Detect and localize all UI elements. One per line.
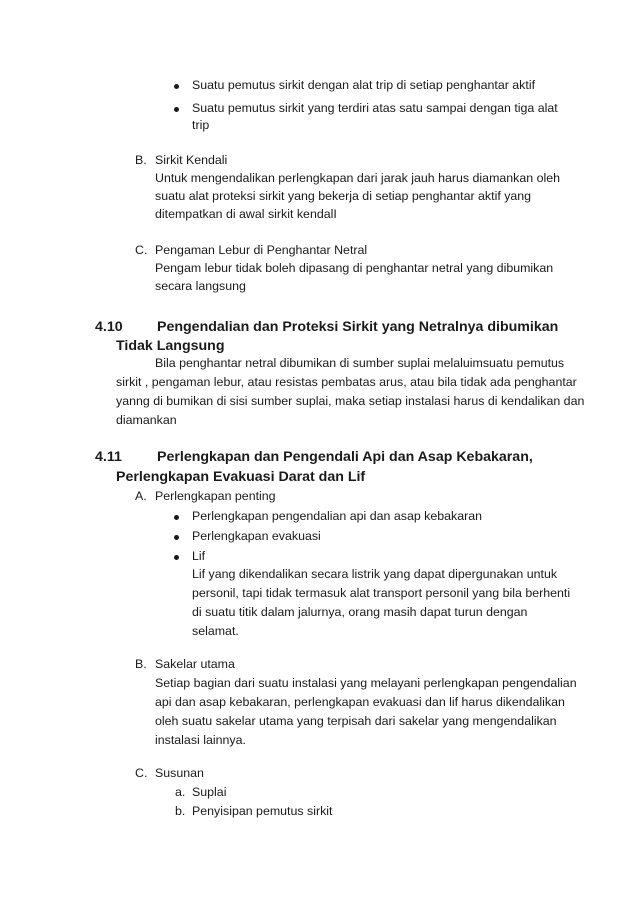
sublist-text: Penyisipan pemutus sirkit — [192, 804, 333, 818]
paragraph-line: sirkit , pengaman lebur, atau resistas pembatas arus, atau bila tidak ada penghantar — [116, 375, 577, 389]
paragraph-line: Setiap bagian dari suatu instalasi yang melayani perlengkapan pengendalian — [155, 676, 577, 690]
list-letter: B. — [135, 153, 147, 167]
section-title: Pengaman Lebur di Penghantar Netral — [155, 243, 368, 257]
paragraph-line: Lif yang dikendalikan secara listrik yang dapat dipergunakan untuk — [192, 567, 558, 581]
paragraph-line: ditempatkan di awal sirkit kendalI — [155, 207, 337, 221]
paragraph-line: di suatu titik dalam jalurnya, orang masih dapat turun dengan — [192, 605, 528, 619]
paragraph-line: secara langsung — [155, 279, 246, 293]
paragraph-line: suatu alat proteksi sirkit yang bekerja di setiap penghantar aktif yang — [155, 189, 532, 203]
paragraph-line: Pengam lebur tidak boleh dipasang di penghantar netral yang dibumikan — [155, 261, 554, 275]
list-letter: B. — [135, 657, 147, 671]
bullet-dot — [174, 535, 179, 540]
heading-title: Pengendalian dan Proteksi Sirkit yang Netralnya dibumikan — [157, 319, 559, 335]
list-letter: C. — [135, 766, 148, 780]
paragraph-line: diamankan — [116, 413, 177, 427]
paragraph-line: oleh suatu sakelar utama yang terpisah dari sakelar yang mengendalikan — [155, 714, 557, 728]
bullet-text: Suatu pemutus sirkit dengan alat trip di setiap penghantar aktif — [192, 78, 536, 92]
bullet-dot — [174, 107, 179, 112]
sublist-letter: a. — [175, 785, 186, 799]
section-title: Perlengkapan penting — [155, 489, 276, 503]
heading-number: 4.10 — [95, 319, 123, 335]
bullet-text: Perlengkapan evakuasi — [192, 529, 321, 543]
paragraph-line: Bila penghantar netral dibumikan di sumber suplai melaluimsuatu pemutus — [155, 356, 565, 370]
section-title: Susunan — [155, 766, 204, 780]
sublist-text: Suplai — [192, 785, 227, 799]
sublist-letter: b. — [175, 804, 186, 818]
heading-title: Perlengkapan dan Pengendali Api dan Asap Kebakaran, — [157, 449, 533, 465]
paragraph-line: selamat. — [192, 624, 239, 638]
paragraph-line: instalasi lainnya. — [155, 733, 246, 747]
bullet-dot — [174, 555, 179, 560]
bullet-text: Lif — [192, 549, 206, 563]
bullet-text-continuation: trip — [192, 118, 210, 132]
paragraph-line: yanng di bumikan di sisi sumber suplai, maka setiap instalasi harus di kendalikan dan — [116, 394, 585, 408]
paragraph-line: api dan asap kebakaran, perlengkapan evakuasi dan lif harus dikendalikan — [155, 695, 565, 709]
bullet-text: Suatu pemutus sirkit yang terdiri atas satu sampai dengan tiga alat — [192, 101, 558, 115]
bullet-dot — [174, 515, 179, 520]
paragraph-line: Untuk mengendalikan perlengkapan dari jarak jauh harus diamankan oleh — [155, 171, 561, 185]
heading-title-continued: Perlengkapan Evakuasi Darat dan Lif — [116, 469, 366, 485]
section-title: Sirkit Kendali — [155, 153, 228, 167]
paragraph-line: personil, tapi tidak termasuk alat transport personil yang bila berhenti — [192, 586, 571, 600]
list-letter: A. — [135, 489, 147, 503]
list-letter: C. — [135, 243, 148, 257]
heading-title-continued: Tidak Langsung — [116, 338, 225, 354]
bullet-dot — [174, 84, 179, 89]
section-title: Sakelar utama — [155, 657, 235, 671]
bullet-text: Perlengkapan pengendalian api dan asap kebakaran — [192, 509, 483, 523]
heading-number: 4.11 — [95, 449, 122, 465]
